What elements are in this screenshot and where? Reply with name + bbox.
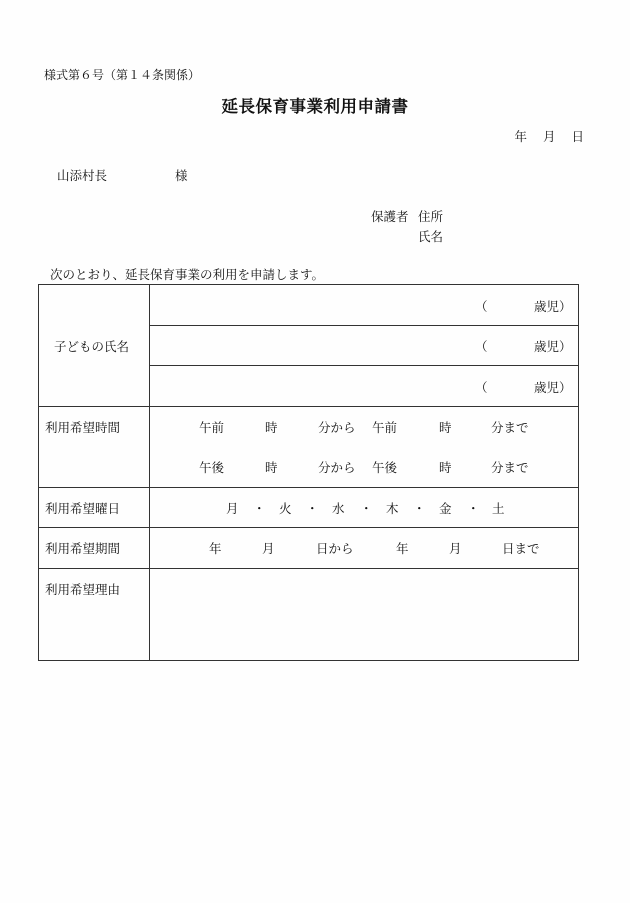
addressee: [57, 166, 188, 184]
time-hour2-1: 時: [439, 420, 452, 435]
time-end-period-2: 午後: [372, 460, 398, 475]
period-label: 利用希望期間: [45, 541, 121, 556]
age-open-1[interactable]: （: [475, 299, 488, 314]
guardian-label: 保護者: [371, 209, 409, 224]
section-divider-reason: [39, 568, 578, 569]
time-min-to-2: 分まで: [491, 460, 529, 475]
reason-label: 利用希望理由: [45, 582, 121, 597]
time-start-period-2: 午後: [199, 460, 225, 475]
addressee-honorific: 様: [175, 168, 188, 183]
section-divider-weekday: [39, 487, 578, 488]
weekday-separator: ・: [467, 501, 480, 516]
weekday-separator: ・: [413, 501, 426, 516]
weekday-mon[interactable]: 月: [226, 501, 239, 516]
intro-text: 次のとおり、延長保育事業の利用を申請します。: [50, 267, 325, 282]
column-divider: [149, 285, 150, 660]
time-hour1-1: 時: [265, 420, 278, 435]
weekday-separator: ・: [253, 501, 266, 516]
weekday-wed[interactable]: 水: [332, 501, 345, 516]
period-start-month: 月: [262, 541, 275, 556]
weekday-label: 利用希望曜日: [45, 501, 121, 516]
age-close-1: 歳児）: [534, 299, 572, 314]
period-end-year: 年: [396, 541, 409, 556]
period-end-month: 月: [449, 541, 462, 556]
period-end-day: 日まで: [502, 541, 540, 556]
weekday-tue[interactable]: 火: [279, 501, 292, 516]
date-month: 月: [542, 129, 556, 144]
section-divider-period: [39, 527, 578, 528]
time-min-from-1: 分から: [318, 420, 356, 435]
age-open-2[interactable]: （: [475, 339, 488, 354]
period-start-year: 年: [209, 541, 222, 556]
time-label: 利用希望時間: [45, 420, 121, 435]
child-name-label: 子どもの氏名: [54, 339, 130, 354]
time-min-to-1: 分まで: [491, 420, 529, 435]
reason-field[interactable]: [151, 570, 579, 660]
address-label: 住所: [418, 209, 444, 224]
addressee-name: 山添村長: [57, 168, 108, 183]
weekday-separator: ・: [360, 501, 373, 516]
period-start-day: 日から: [316, 541, 354, 556]
time-min-from-2: 分から: [318, 460, 356, 475]
document-title: 延長保育事業利用申請書: [221, 97, 409, 116]
age-open-3[interactable]: （: [475, 380, 488, 395]
weekday-sat[interactable]: 土: [492, 501, 505, 516]
child-row-divider-2: [149, 365, 578, 366]
age-close-2: 歳児）: [534, 339, 572, 354]
date-line: [498, 127, 584, 145]
weekday-thu[interactable]: 木: [386, 501, 399, 516]
weekday-separator: ・: [306, 501, 319, 516]
date-year: 年: [514, 129, 527, 144]
time-hour1-2: 時: [265, 460, 278, 475]
age-close-3: 歳児）: [534, 380, 572, 395]
weekday-fri[interactable]: 金: [439, 501, 452, 516]
name-label: 氏名: [418, 229, 444, 244]
section-divider-time: [39, 406, 578, 407]
child-row-divider-1: [149, 325, 578, 326]
application-table: [38, 284, 579, 661]
time-hour2-2: 時: [439, 460, 452, 475]
form-number: 様式第６号（第１４条関係）: [44, 68, 201, 82]
time-start-period-1: 午前: [199, 420, 225, 435]
time-end-period-1: 午前: [372, 420, 398, 435]
date-day: 日: [571, 129, 584, 144]
